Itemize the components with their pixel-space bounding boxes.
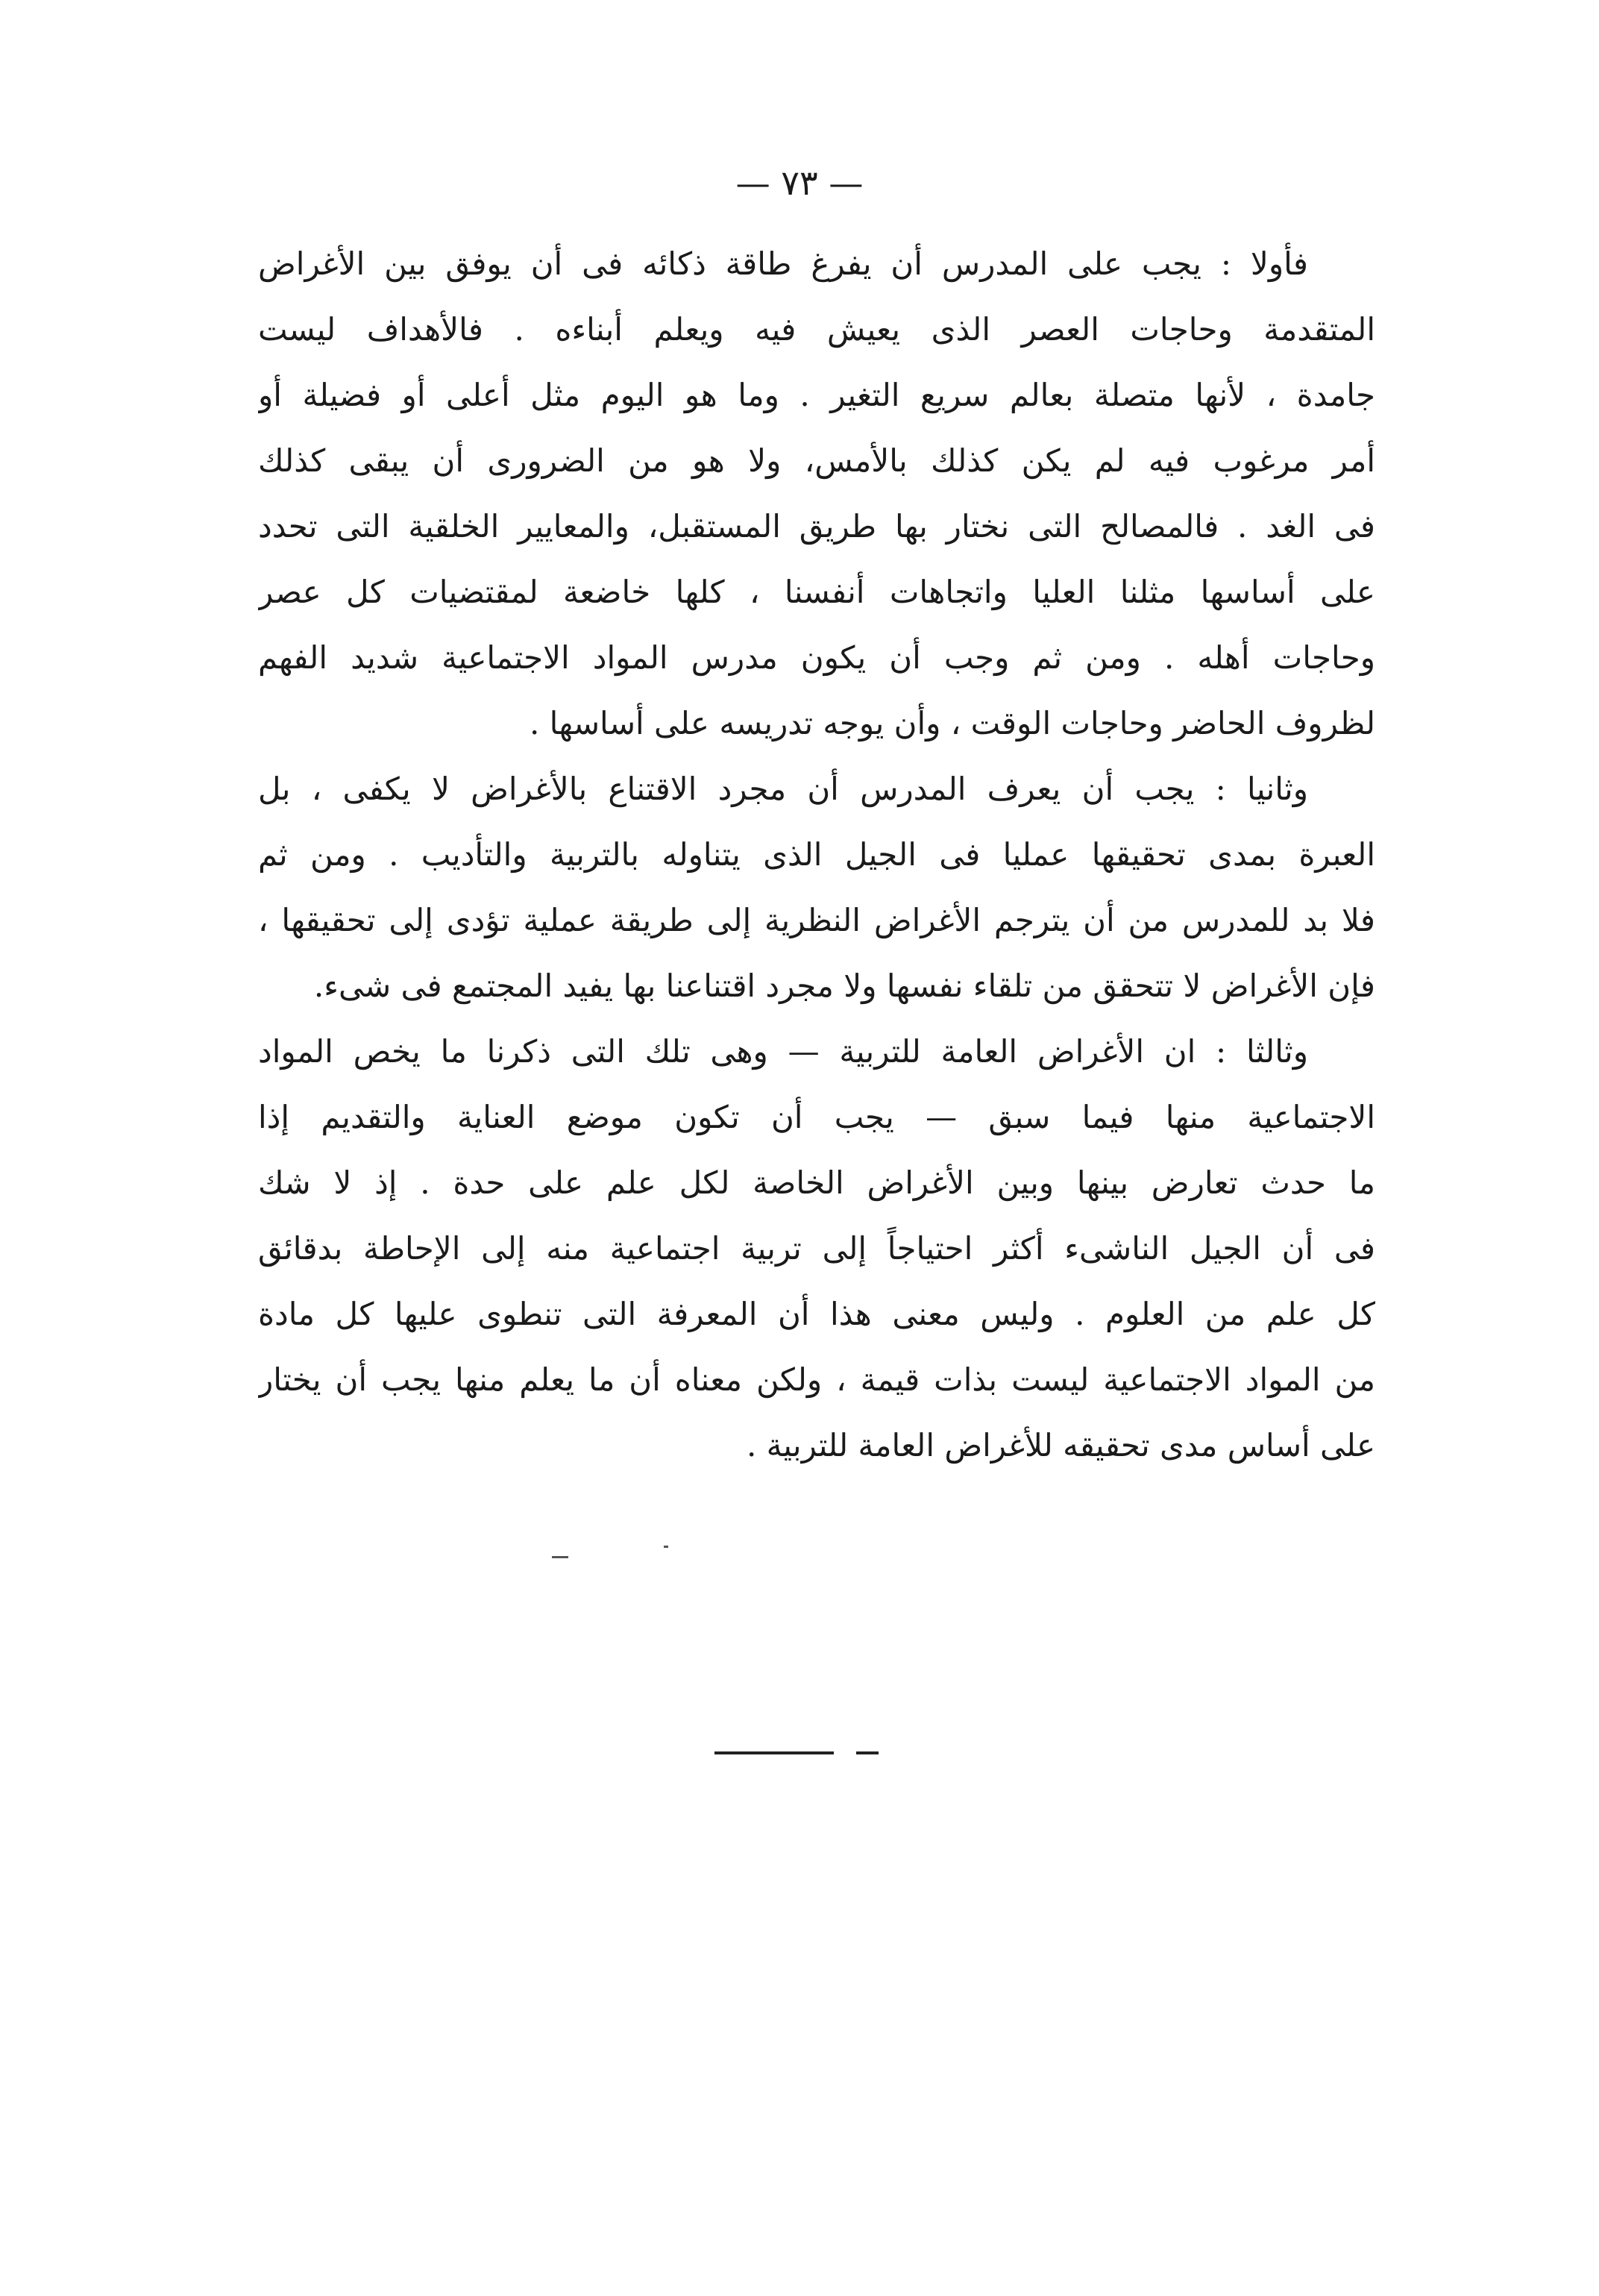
text-line: على أساسها مثلنا العليا واتجاهات أنفسنا ، كلها خاضعة لمقتضيات كل عصر <box>258 574 1375 610</box>
text-line: المتقدمة وحاجات العصر الذى يعيش فيه ويعلم أبناءه . فالأهداف ليست <box>258 311 1375 348</box>
text-line: فى أن الجيل الناشىء أكثر احتياجاً إلى تربية اجتماعية منه إلى الإحاطة بدقائق <box>258 1230 1375 1267</box>
stray-ink-marks <box>552 1556 701 1563</box>
text-line: فى الغد . فالمصالح التى نختار بها طريق المستقبل، والمعايير الخلقية التى تحدد <box>258 508 1375 545</box>
text-line: ما حدث تعارض بينها وبين الأغراض الخاصة لكل علم على حدة . إذ لا شك <box>258 1164 1375 1201</box>
text-line: كل علم من العلوم . وليس معنى هذا أن المعرفة التى تنطوى عليها كل مادة <box>258 1296 1375 1332</box>
text-line: فلا بد للمدرس من أن يترجم الأغراض النظرية إلى طريقة عملية تؤدى إلى تحقيقها ، <box>258 902 1375 938</box>
text-line: العبرة بمدى تحقيقها عمليا فى الجيل الذى يتناوله بالتربية والتأديب . ومن ثم <box>258 836 1375 873</box>
text-line: أمر مرغوب فيه لم يكن كذلك بالأمس، ولا هو من الضرورى أن يبقى كذلك <box>258 442 1375 479</box>
end-rule <box>714 1751 886 1756</box>
text-line: على أساس مدى تحقيقه للأغراض العامة للتربية . <box>746 1427 1375 1464</box>
text-line: من المواد الاجتماعية ليست بذات قيمة ، ولكن معناه أن ما يعلم منها يجب أن يختار <box>258 1361 1375 1398</box>
body-text <box>258 231 1375 1478</box>
page-number: — ٧٣ — <box>735 163 864 203</box>
text-line: وثانيا : يجب أن يعرف المدرس أن مجرد الاقتناع بالأغراض لا يكفى ، بل <box>258 771 1308 807</box>
text-line: الاجتماعية منها فيما سبق — يجب أن تكون موضع العناية والتقديم إذا <box>258 1099 1375 1135</box>
text-line: جامدة ، لأنها متصلة بعالم سريع التغير . وما هو اليوم مثل أعلى أو فضيلة أو <box>258 377 1375 413</box>
text-line: وثالثا : ان الأغراض العامة للتربية — وهى تلك التى ذكرنا ما يخص المواد <box>258 1033 1308 1070</box>
text-line: فأولا : يجب على المدرس أن يفرغ طاقة ذكائه فى أن يوفق بين الأغراض <box>258 245 1308 282</box>
text-line: فإن الأغراض لا تتحقق من تلقاء نفسها ولا مجرد اقتناعنا بها يفيد المجتمع فى شىء. <box>313 967 1375 1004</box>
text-line: وحاجات أهله . ومن ثم وجب أن يكون مدرس المواد الاجتماعية شديد الفهم <box>258 639 1375 676</box>
text-line: لظروف الحاضر وحاجات الوقت ، وأن يوجه تدريسه على أساسها . <box>529 705 1375 741</box>
